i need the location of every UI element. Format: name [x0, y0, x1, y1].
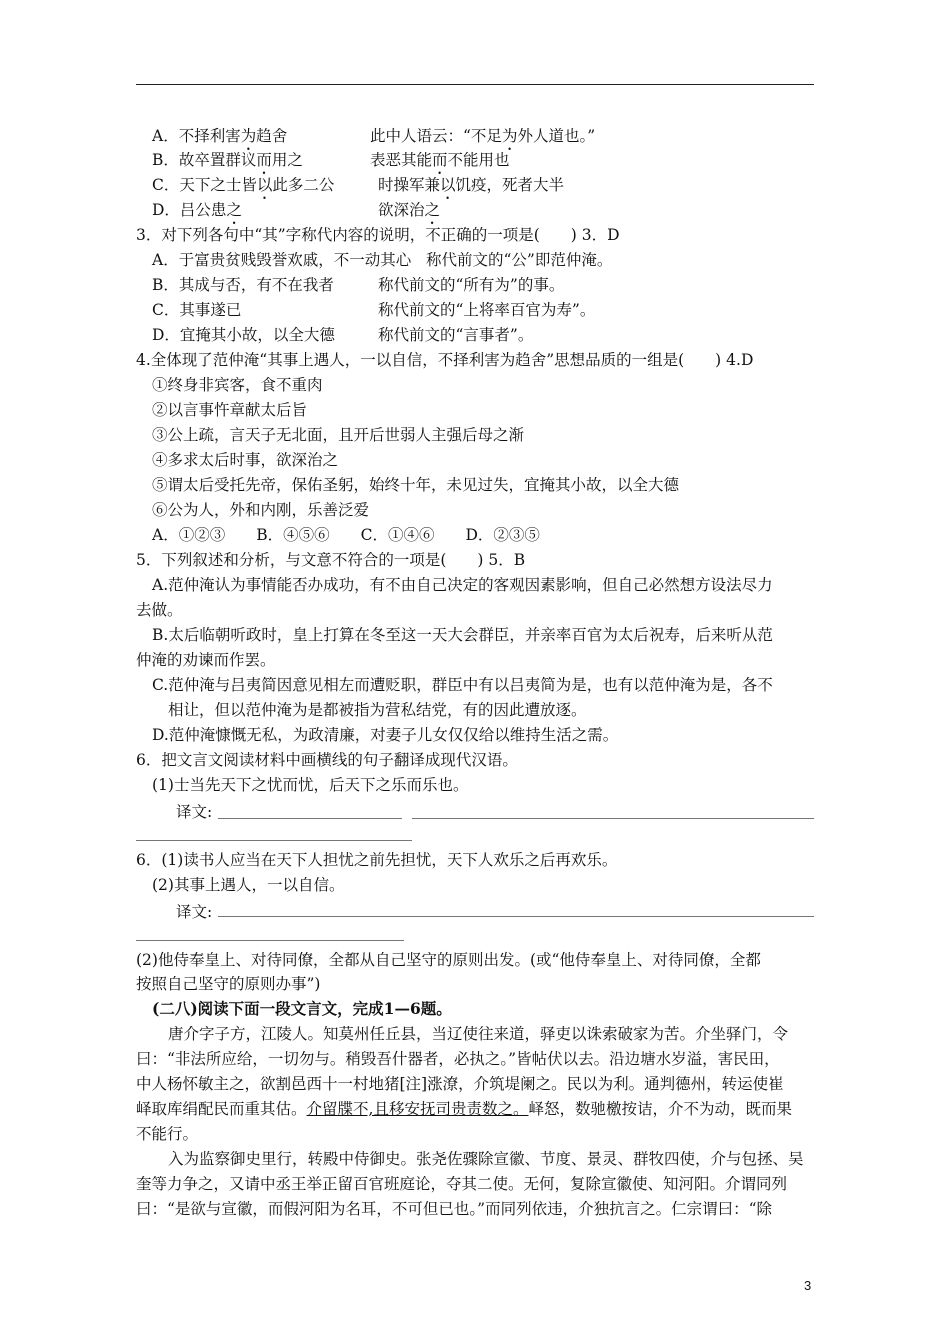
q6-answer-1: 6．(1)读书人应当在天下人担忧之前先担忧，天下人欢乐之后再欢乐。	[136, 851, 618, 869]
q2-option-a: A．不择利害为趋舍	[152, 127, 288, 145]
q3-option-d: D．宜掩其小故，以全大德	[152, 326, 335, 344]
q4-stem: 4.全体现了范仲淹“其事上遇人，一以自信，不择利害为趋舍”思想品质的一组是( ) 4.D	[136, 351, 754, 369]
q6-answer-blank-1b[interactable]	[412, 818, 814, 819]
q5-option-b-2: 仲淹的劝谏而作罢。	[136, 651, 276, 669]
q4-item-2: ②以言事忤章献太后旨	[152, 401, 308, 419]
q6-translation-label-1: 译文:	[176, 803, 213, 821]
q4-item-1: ①终身非宾客，食不重肉	[152, 376, 323, 394]
q4-item-5: ⑤谓太后受托先帝，保佑圣躬，始终十年，未见过失，宜掩其小故，以全大德	[152, 476, 680, 494]
q5-stem: 5．下列叙述和分析，与文意不符合的一项是( ) 5．B	[136, 551, 526, 569]
q5-option-a-1: A.范仲淹认为事情能否办成功，有不由自己决定的客观因素影响，但自己必然想方设法尽力	[152, 576, 773, 594]
q3-option-a: A．于富贵贫贱毁誉欢戚，不一动其心	[152, 251, 412, 269]
q6-sentence-2: (2)其事上遇人，一以自信。	[152, 876, 345, 894]
q6-answer-2a: (2)他侍奉皇上、对待同僚，全都从自己坚守的原则出发。(或“他侍奉皇上、对待同僚，全都	[136, 951, 761, 969]
q3-option-a-note: 称代前文的“公”即范仲淹。	[426, 251, 613, 269]
q2-option-b: B．故卒置群议而用之	[152, 151, 303, 169]
q6-answer-2b: 按照自己坚守的原则办事”)	[136, 975, 321, 993]
q6-stem: 6．把文言文阅读材料中画横线的句子翻译成现代汉语。	[136, 751, 518, 769]
passage-line-2: 曰：“非法所应给，一切勿与。稍毁吾什器者，必执之。”皆帖伏以去。沿边塘水岁溢，害民田，	[136, 1050, 780, 1068]
q3-option-d-note: 称代前文的“言事者”。	[378, 326, 534, 344]
q4-item-3: ③公上疏，言天子无北面，且开后世弱人主强后母之渐	[152, 426, 525, 444]
passage-line-5: 不能行。	[136, 1125, 199, 1143]
q5-option-c-2: 相让，但以范仲淹为是都被指为营私结党，有的因此遭放逐。	[168, 701, 587, 719]
q2-option-c-right: 时操军兼以饥疫，死者大半	[378, 176, 565, 194]
passage-line-3: 中人杨怀敏主之，欲割邑西十一村地猪[注]涨潦，介筑堤阑之。民以为利。通判德州，转运使崔	[136, 1075, 784, 1093]
passage-line-4	[136, 1097, 792, 1121]
q4-options: A．①②③ B．④⑤⑥ C．①④⑥ D．②③⑤	[152, 526, 540, 544]
q3-option-b-note: 称代前文的“所有为”的事。	[378, 276, 565, 294]
passage-line-4-post: 峄怒，数驰檄按诘，介不为动，既而果	[528, 1100, 792, 1118]
q6-answer-blank-2a[interactable]	[218, 916, 814, 917]
q5-option-c-1: C.范仲淹与吕夷简因意见相左而遭贬职，群臣中有以吕夷简为是，也有以范仲淹为是，各不	[152, 676, 773, 694]
q6-answer-blank-1c[interactable]	[136, 840, 412, 841]
q4-item-4: ④多求太后时事，欲深治之	[152, 451, 339, 469]
passage-line-6: 入为监察御史里行，转殿中侍御史。张尧佐骤除宣徽、节度、景灵、群牧四使，介与包拯、吴	[168, 1150, 804, 1168]
q6-translation-label-2: 译文:	[176, 903, 213, 921]
q3-option-b: B．其成与否，有不在我者	[152, 276, 334, 294]
q2-option-d-right: 欲深治之	[378, 201, 441, 219]
q2-option-a-right: 此中人语云：“不足为外人道也。”	[370, 127, 596, 145]
passage-line-7: 奎等力争之，又请中丞王举正留百官班庭论，夺其二使。无何，复除宣徽使、知河阳。介谓同列	[136, 1175, 788, 1193]
q4-item-6: ⑥公为人，外和内刚，乐善泛爱	[152, 501, 370, 519]
q2-option-d: D．吕公患之	[152, 201, 242, 219]
q3-option-c-note: 称代前文的“上将率百官为寿”。	[378, 301, 596, 319]
q3-stem: 3．对下列各句中“其”字称代内容的说明，不正确的一项是( ) 3．D	[136, 226, 620, 244]
underlined-sentence: 介留牒不,且移安抚司贵责数之。	[306, 1100, 529, 1118]
page-number: 3	[804, 1278, 812, 1293]
passage-line-1: 唐介字子方，江陵人。知莫州任丘县，当辽使往来道，驿吏以诛索破家为苦。介坐驿门，令	[168, 1025, 789, 1043]
passage-line-8: 曰：“是欲与宣徽，而假河阳为名耳，不可但已也。”而同列依违，介独抗言之。仁宗谓曰：“除	[136, 1200, 773, 1218]
section-title: (二八)阅读下面一段文言文，完成1—6题。	[152, 999, 452, 1018]
header-rule	[136, 84, 814, 85]
q5-option-d: D.范仲淹慷慨无私，为政清廉，对妻子儿女仅仅给以维持生活之需。	[152, 726, 619, 744]
passage-line-4-pre: 峄取库绢配民而重其估。	[136, 1100, 307, 1118]
q6-answer-blank-1a[interactable]	[218, 818, 402, 819]
q2-option-c: C．天下之士皆以此多二公	[152, 176, 335, 194]
q3-option-c: C．其事遂已	[152, 301, 242, 319]
q6-sentence-1: (1)士当先天下之忧而忧，后天下之乐而乐也。	[152, 776, 469, 794]
q5-option-a-2: 去做。	[136, 601, 183, 619]
q6-answer-blank-2b[interactable]	[136, 940, 404, 941]
q5-option-b-1: B.太后临朝听政时，皇上打算在冬至这一天大会群臣，并亲率百官为太后祝寿，后来听从范	[152, 626, 773, 644]
q2-option-b-right: 表恶其能而不能用也	[370, 151, 510, 169]
